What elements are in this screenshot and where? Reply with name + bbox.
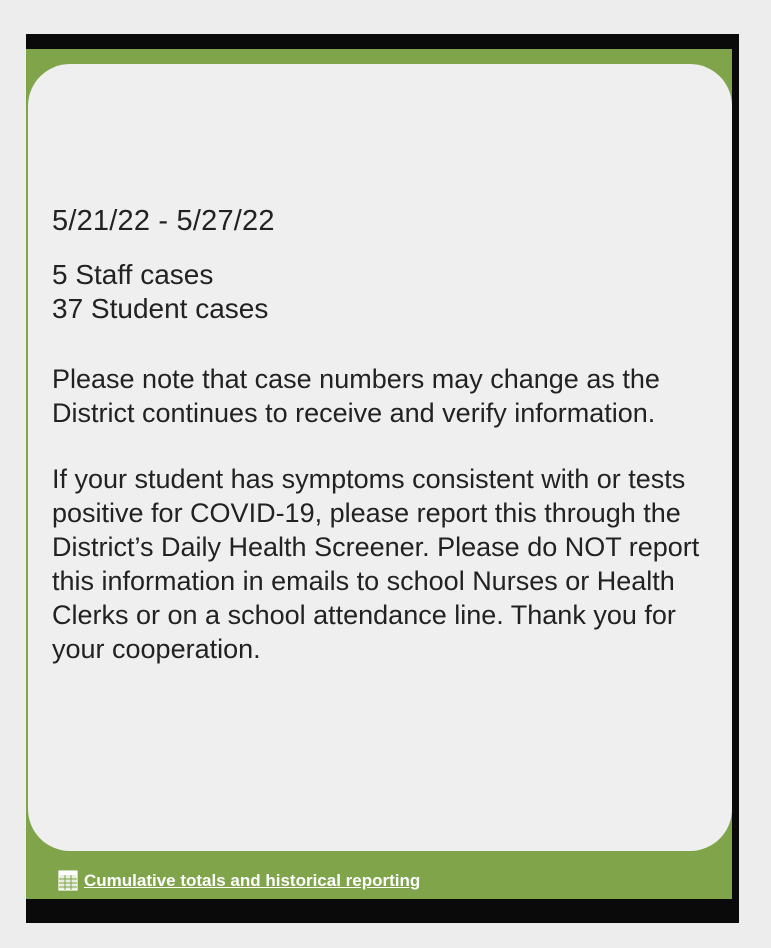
reporting-instructions: If your student has symptoms consistent with or tests positive for COVID-19, please report this through the District’s Daily Health Screener. Please do NOT report this information in emails to school Nurses or Health Clerks or on a school attendance line. Thank you for your cooperation. <box>52 464 700 664</box>
date-range: 5/21/22 - 5/27/22 <box>52 205 275 237</box>
widget-panel <box>26 49 732 899</box>
spreadsheet-icon <box>58 869 78 891</box>
staff-cases: 5 Staff cases <box>52 259 214 290</box>
verification-note: Please note that case numbers may change as the District continues to receive and verify information. <box>52 364 660 428</box>
student-cases: 37 Student cases <box>52 293 269 324</box>
cumulative-totals-link-label: Cumulative totals and historical reporting <box>84 871 421 890</box>
widget-frame <box>26 34 739 923</box>
cumulative-totals-link[interactable] <box>58 869 420 891</box>
case-counts <box>52 258 710 326</box>
case-report-card <box>28 64 732 851</box>
